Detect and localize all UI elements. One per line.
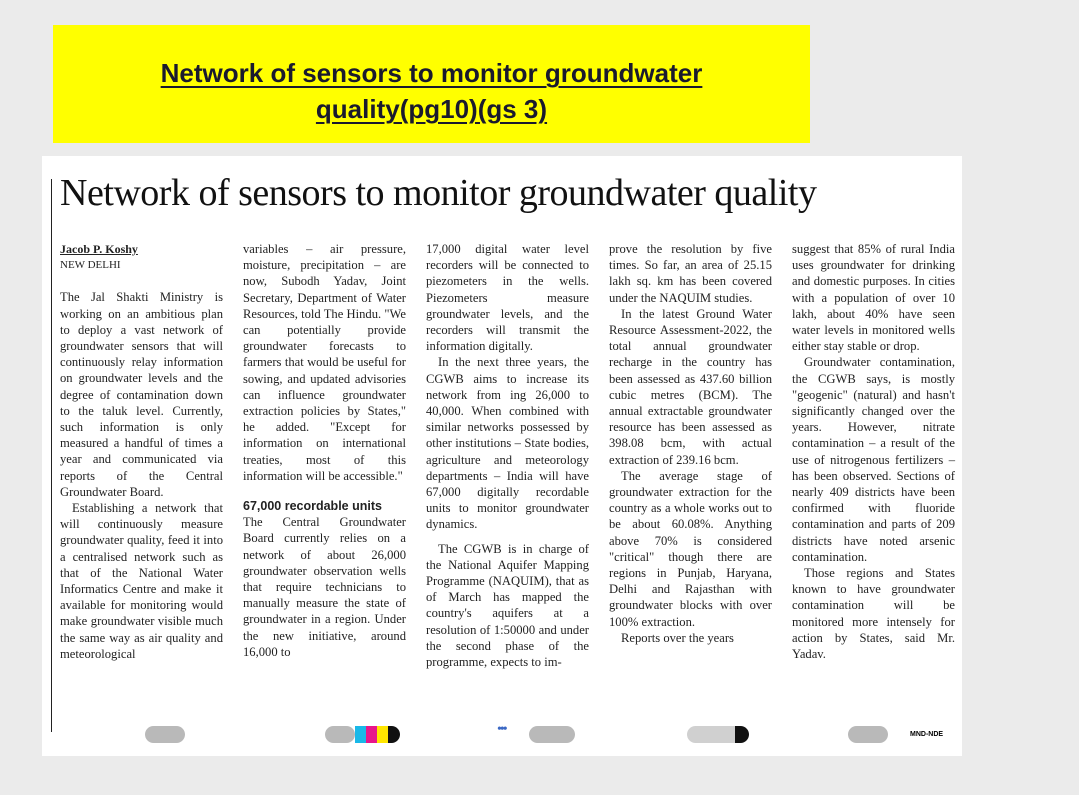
paragraph: The Jal Shakti Ministry is working on an ambitious plan to deploy a vast network of groundwater sensors that will continuously relay information on groundwater levels and the degree of contamination down to the taluk level. Currently, such information is only measured a handful of times a year and communicated via reports of the Central Groundwater Board. bbox=[60, 290, 223, 499]
registration-gray-pill bbox=[145, 726, 185, 743]
paragraph: suggest that 85% of rural India uses groundwater for drinking and domestic purposes. In cities with a population of over 10 lakh, about 40% have seen water levels in monitored wells either stay stable or drop. bbox=[792, 242, 955, 354]
registration-gray-pill bbox=[529, 726, 575, 743]
registration-dots-icon: ••• bbox=[497, 722, 506, 737]
column-5 bbox=[792, 241, 955, 670]
yellow-swatch bbox=[377, 726, 388, 743]
magenta-swatch bbox=[366, 726, 377, 743]
black-swatch bbox=[388, 726, 400, 743]
left-column-rule bbox=[51, 179, 52, 732]
paragraph: In the next three years, the CGWB aims to increase its network from ing 26,000 to 40,000. When combined with similar networks possessed by other institutions – State bodies, agriculture and meteorology departments – India will have 67,000 digitally recordable units to monitor groundwater dynamics. bbox=[426, 355, 589, 532]
article-headline: Network of sensors to monitor groundwater quality bbox=[60, 172, 817, 214]
yellow-title-banner bbox=[53, 25, 810, 143]
byline: Jacob P. Koshy bbox=[60, 242, 138, 256]
paragraph: The Central Groundwater Board currently relies on a network of about 26,000 groundwater observation wells that require technicians to manually measure the state of groundwater in a region. Under the new initiative, around 16,000 to bbox=[243, 515, 406, 659]
registration-gray-pill bbox=[848, 726, 888, 743]
newspaper-clipping bbox=[42, 156, 962, 756]
print-edition-tag: MND-NDE bbox=[910, 731, 944, 738]
paragraph: In the latest Ground Water Resource Assessment-2022, the total annual groundwater recharge in the country has been assessed as 437.60 billion cubic metres (BCM). The annual extractable groundwater resource has been assessed as 398.08 bcm, with actual extraction of 239.16 bcm. bbox=[609, 306, 772, 467]
column-3 bbox=[426, 241, 589, 670]
paragraph: Reports over the years bbox=[621, 630, 734, 645]
subheading: 67,000 recordable units bbox=[243, 499, 382, 514]
paragraph: The CGWB is in charge of the National Aquifer Mapping Programme (NAQUIM), that as of March has mapped the country's aquifers at a resolution of 1:50000 and under the second phase of the programme, expects to im- bbox=[426, 541, 589, 670]
black-swatch bbox=[735, 726, 749, 743]
paragraph: Groundwater contamination, the CGWB says, is mostly "geogenic" (natural) and hasn't significantly changed over the years. However, nitrate contamination – a result of the use of nitrogenous fertilizers – has been observed. Sections of nearly 409 districts have been confirmed with fluoride contamination and parts of 209 districts have noted arsenic contamination. bbox=[792, 355, 955, 564]
paragraph: Those regions and States known to have groundwater contamination will be monitored more intensely for action by States, said Mr. Yadav. bbox=[792, 566, 955, 662]
dateline: NEW DELHI bbox=[60, 259, 121, 272]
column-1 bbox=[60, 241, 223, 670]
cyan-swatch bbox=[355, 726, 366, 743]
column-4 bbox=[609, 241, 772, 670]
paragraph: 17,000 digital water level recorders will be connected to piezometers in the wells. Piezometers measure groundwater levels, and the recorders will transmit the information digitally. bbox=[426, 242, 589, 354]
banner-title-line-1: Network of sensors to monitor groundwater bbox=[160, 58, 703, 88]
banner-title bbox=[53, 55, 810, 127]
column-2 bbox=[243, 241, 406, 670]
registration-gray-pill bbox=[325, 726, 355, 743]
paragraph: The average stage of groundwater extraction for the country as a whole works out to be about 60.08%. Anything above 70% is considered "critical" though there are regions in Punjab, Haryana, Delhi and Rajasthan with groundwater blocks with over 100% extraction. bbox=[609, 468, 772, 629]
paragraph: Establishing a network that will continuously measure groundwater quality, feed it into a centralised network such as that of the National Water Informatics Centre and make it available for monitoring would make groundwater visible much the same way as air quality and meteorological bbox=[60, 501, 223, 661]
paragraph: prove the resolution by five times. So far, an area of 25.15 lakh sq. km has been covered under the NAQUIM studies. bbox=[609, 242, 772, 305]
paragraph: variables – air pressure, moisture, precipitation – are now, Subodh Yadav, Joint Secretary, Department of Water Resources, told The Hindu. "We can potentially provide groundwater forecasts to farmers that would be useful for sowing, and updated advisories can influence groundwater extraction policies by States," he added. "Except for information on international treaties, most of this information will be accessible." bbox=[243, 242, 406, 483]
banner-title-line-2: quality(pg10)(gs 3) bbox=[315, 94, 548, 124]
article-columns bbox=[60, 241, 955, 670]
